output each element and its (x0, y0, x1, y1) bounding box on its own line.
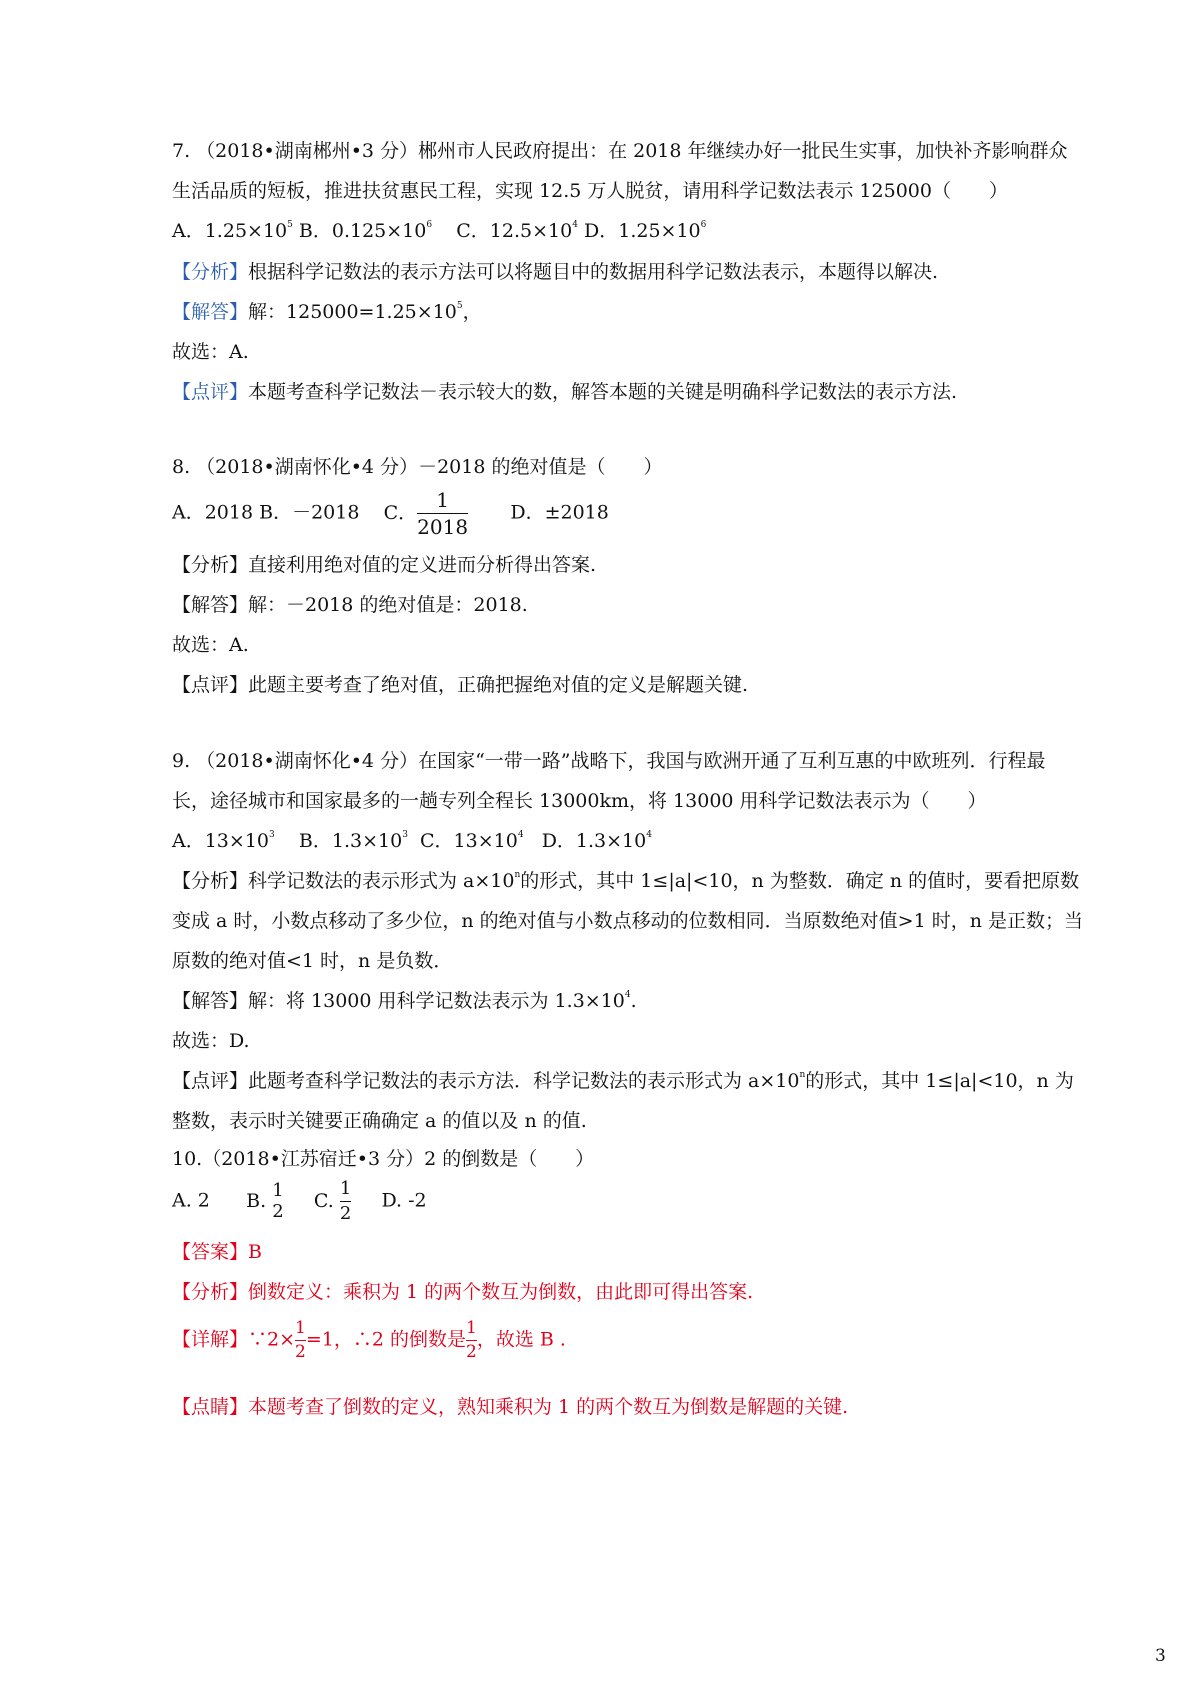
q7-stem-line1: 7. （2018•湖南郴州•3 分）郴州市人民政府提出：在 2018 年继续办好一批民生实事，加快补齐影响群众 (172, 140, 1068, 162)
q9-option-c: C．$13\times 10^4$ (420, 830, 524, 852)
q10-option-b: B. 1 2 (246, 1180, 284, 1222)
q10-comment: 【点睛】本题考查了倒数的定义，熟知乘积为 1 的两个数互为倒数是解题的关键. (172, 1396, 849, 1418)
q8-choice: 故选：A. (172, 634, 249, 656)
q10-option-c: C. $\frac{1}{2}$ (313, 1178, 352, 1224)
q9-analysis-line2: 变成 a 时，小数点移动了多少位，n 的绝对值与小数点移动的位数相同．当原数绝对值>1 时，n 是正数；当 (172, 910, 1084, 932)
q9-stem-line2: 长，途径城市和国家最多的一趟专列全程长 13000km，将 13000 用科学记数法表示为（ ） (172, 790, 987, 812)
q8-stem: 8. （2018•湖南怀化•4 分）－2018 的绝对值是（ ） (172, 456, 663, 478)
q7-option-d: D．$1.25\times 10^6$ (584, 220, 707, 242)
q8-analysis: 【分析】直接利用绝对值的定义进而分析得出答案. (172, 554, 597, 576)
q7-analysis: 【分析】根据科学记数法的表示方法可以将题目中的数据用科学记数法表示，本题得以解决. (172, 261, 939, 283)
q10-option-d: D. -2 (381, 1189, 427, 1212)
q10-option-a: A. 2 (172, 1189, 210, 1212)
q9-option-b: B．$1.3\times 10^3$ (298, 830, 408, 852)
q7-options (172, 222, 706, 241)
q7-answer: 【解答】解：$125000=1.25\times 10^5$， (172, 301, 482, 323)
q7-option-c: C．$12.5\times 10^4$ (456, 220, 578, 242)
q8-review: 【点评】此题主要考查了绝对值，正确把握绝对值的定义是解题关键. (172, 674, 749, 696)
q10-answer: 【答案】B (172, 1241, 262, 1263)
q7-review: 【点评】本题考查科学记数法－表示较大的数，解答本题的关键是明确科学记数法的表示方法. (172, 381, 958, 403)
q7-option-a: A．$1.25\times 10^5$ (172, 220, 293, 242)
q9-analysis-line1: 【分析】科学记数法的表示形式为 $a\times 10^n$的形式，其中 1≤|a|<10，n 为整数．确定 n 的值时，要看把原数 (172, 870, 1080, 892)
q8-options (172, 490, 609, 537)
q10-options (172, 1180, 427, 1223)
q7-choice: 故选：A. (172, 341, 249, 363)
q10-analysis: 【分析】倒数定义：乘积为 1 的两个数互为倒数，由此即可得出答案. (172, 1281, 754, 1303)
q9-option-a: A．$13\times 10^3$ (172, 830, 275, 852)
q8-answer: 【解答】解：－2018 的绝对值是：2018. (172, 594, 528, 616)
q9-review-line1: 【点评】此题考查科学记数法的表示方法．科学记数法的表示形式为 $a\times 10^n$的形式，其中 1≤|a|<10，n 为 (172, 1070, 1074, 1092)
q9-stem-line1: 9. （2018•湖南怀化•4 分）在国家“一带一路”战略下，我国与欧洲开通了互利互惠的中欧班列．行程最 (172, 750, 1046, 772)
q8-option-d: D．±2018 (510, 501, 609, 524)
q10-stem: 10.（2018•江苏宿迁•3 分）2 的倒数是（ ） (172, 1148, 595, 1170)
q7-option-b: B．$0.125\times 10^6$ (298, 220, 433, 242)
q9-choice: 故选：D. (172, 1030, 250, 1052)
q9-answer: 【解答】解：将 13000 用科学记数法表示为 $1.3\times 10^4$. (172, 990, 637, 1012)
q9-options (172, 832, 652, 851)
q8-option-ab: A．2018 B．－2018 (172, 501, 360, 524)
q9-option-d: D．$1.3\times 10^4$ (541, 830, 652, 852)
q9-review-line2: 整数，表示时关键要正确确定 a 的值以及 n 的值. (172, 1110, 587, 1132)
q9-analysis-line3: 原数的绝对值<1 时，n 是负数． (172, 950, 453, 972)
q10-detail: 【详解】∵2× $\frac{1}{2}$ =1，∴2 的倒数是 $\frac{1}{2}$ ，故选 B . (172, 1318, 566, 1362)
page-number: 3 (1155, 1646, 1166, 1666)
q7-stem-line2: 生活品质的短板，推进扶贫惠民工程，实现 12.5 万人脱贫，请用科学记数法表示 125000（ ） (172, 180, 1008, 202)
q8-option-c: C． $\frac{1}{2018}$ (383, 488, 469, 539)
